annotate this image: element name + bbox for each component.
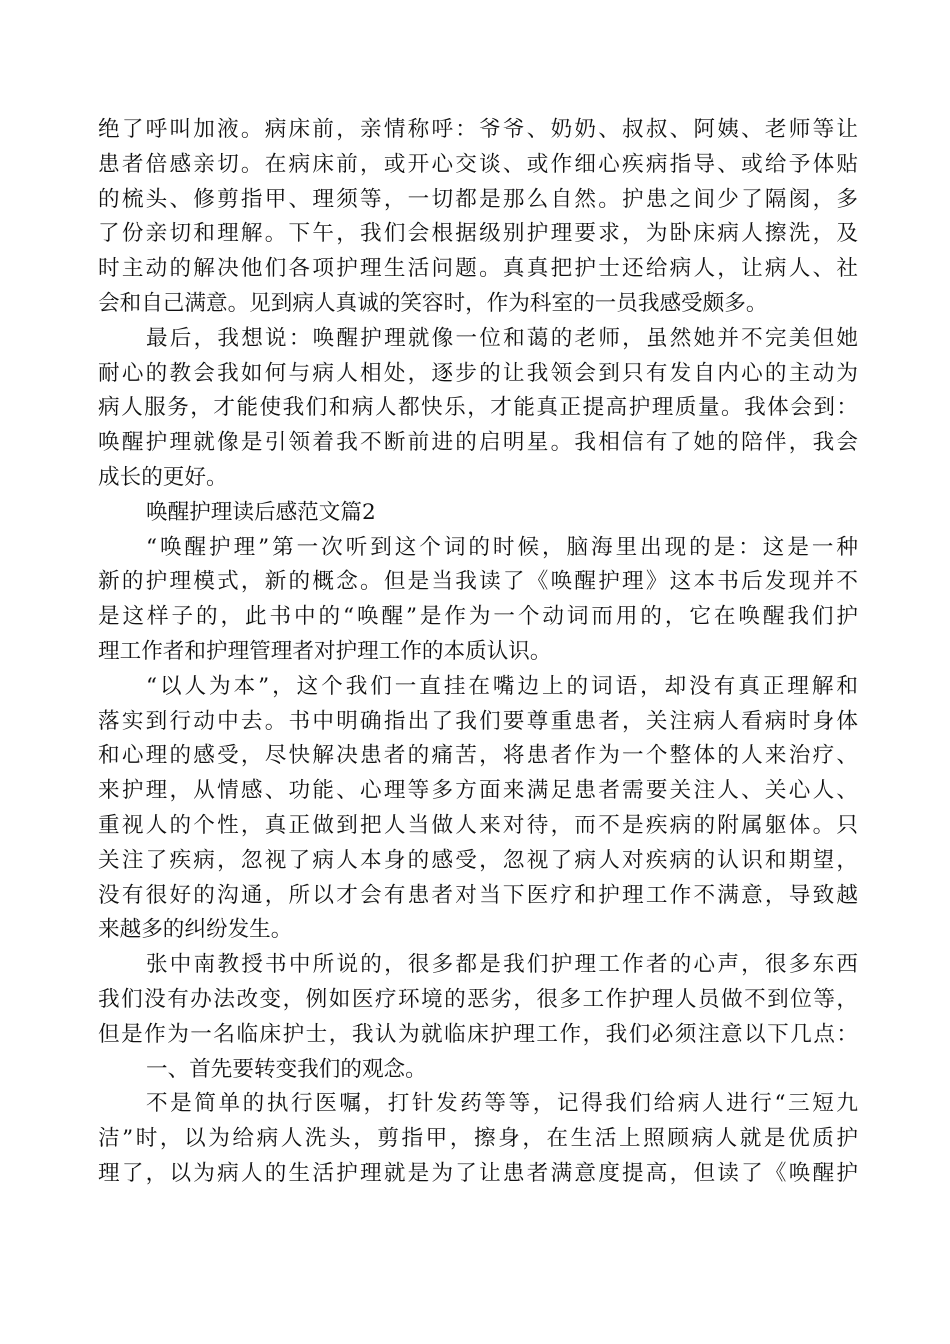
text-line: 绝了呼叫加液。病床前，亲情称呼：爷爷、奶奶、叔叔、阿姨、老师等让 [98,117,858,142]
text-line: 唤醒护理就像是引领着我不断前进的启明星。我相信有了她的陪伴，我会 [98,430,858,456]
text-line: 没有很好的沟通，所以才会有患者对当下医疗和护理工作不满意，导致越 [98,882,858,908]
text-line: 是这样子的，此书中的“唤醒”是作为一个动词而用的，它在唤醒我们护 [98,604,858,630]
text-line: 张中南教授书中所说的，很多都是我们护理工作者的心声，很多东西 [146,952,858,978]
text-line: 新的护理模式，新的概念。但是当我读了《唤醒护理》这本书后发现并不 [98,569,858,595]
text-line: 最后，我想说：唤醒护理就像一位和蔼的老师，虽然她并不完美但她 [146,325,858,351]
document-page [98,113,858,1192]
text-line: 理工作者和护理管理者对护理工作的本质认识。 [98,638,552,664]
text-line: 来护理，从情感、功能、心理等多方面来满足患者需要关注人、关心人、 [98,778,858,804]
text-line: 唤醒护理读后感范文篇2 [146,499,376,525]
text-line: 病人服务，才能使我们和病人都快乐，才能真正提高护理质量。我体会到： [98,395,858,421]
text-line: 来越多的纠纷发生。 [98,917,293,943]
text-line: 不是简单的执行医嘱，打针发药等等，记得我们给病人进行“三短九 [146,1091,858,1117]
text-line: 了份亲切和理解。下午，我们会根据级别护理要求，为卧床病人擦洗，及 [98,221,858,247]
text-line: “唤醒护理”第一次听到这个词的时候，脑海里出现的是：这是一种 [146,534,858,560]
text-line: 和心理的感受，尽快解决患者的痛苦，将患者作为一个整体的人来治疗、 [98,743,858,769]
text-line: 一、首先要转变我们的观念。 [146,1056,427,1082]
text-line: “以人为本”，这个我们一直挂在嘴边上的词语，却没有真正理解和 [146,673,858,699]
text-line: 的梳头、修剪指甲、理须等，一切都是那么自然。护患之间少了隔阂，多 [98,186,858,212]
text-line: 关注了疾病，忽视了病人本身的感受，忽视了病人对疾病的认识和期望， [98,847,858,873]
text-line: 成长的更好。 [98,464,228,490]
text-line: 理了，以为病人的生活护理就是为了让患者满意度提高，但读了《唤醒护 [98,1160,858,1186]
text-line: 重视人的个性，真正做到把人当做人来对待，而不是疾病的附属躯体。只 [98,812,858,838]
text-line: 患者倍感亲切。在病床前，或开心交谈、或作细心疾病指导、或给予体贴 [98,151,858,177]
text-line: 我们没有办法改变，例如医疗环境的恶劣，很多工作护理人员做不到位等， [98,986,858,1012]
text-line: 会和自己满意。见到病人真诚的笑容时，作为科室的一员我感受颇多。 [98,290,768,316]
text-line: 耐心的教会我如何与病人相处，逐步的让我领会到只有发自内心的主动为 [98,360,858,386]
text-line: 但是作为一名临床护士，我认为就临床护理工作，我们必须注意以下几点： [98,1021,858,1047]
text-line: 时主动的解决他们各项护理生活问题。真真把护士还给病人，让病人、社 [98,256,858,282]
text-line: 洁”时，以为给病人洗头，剪指甲，擦身，在生活上照顾病人就是优质护 [98,1126,858,1152]
text-line: 落实到行动中去。书中明确指出了我们要尊重患者，关注病人看病时身体 [98,708,858,734]
